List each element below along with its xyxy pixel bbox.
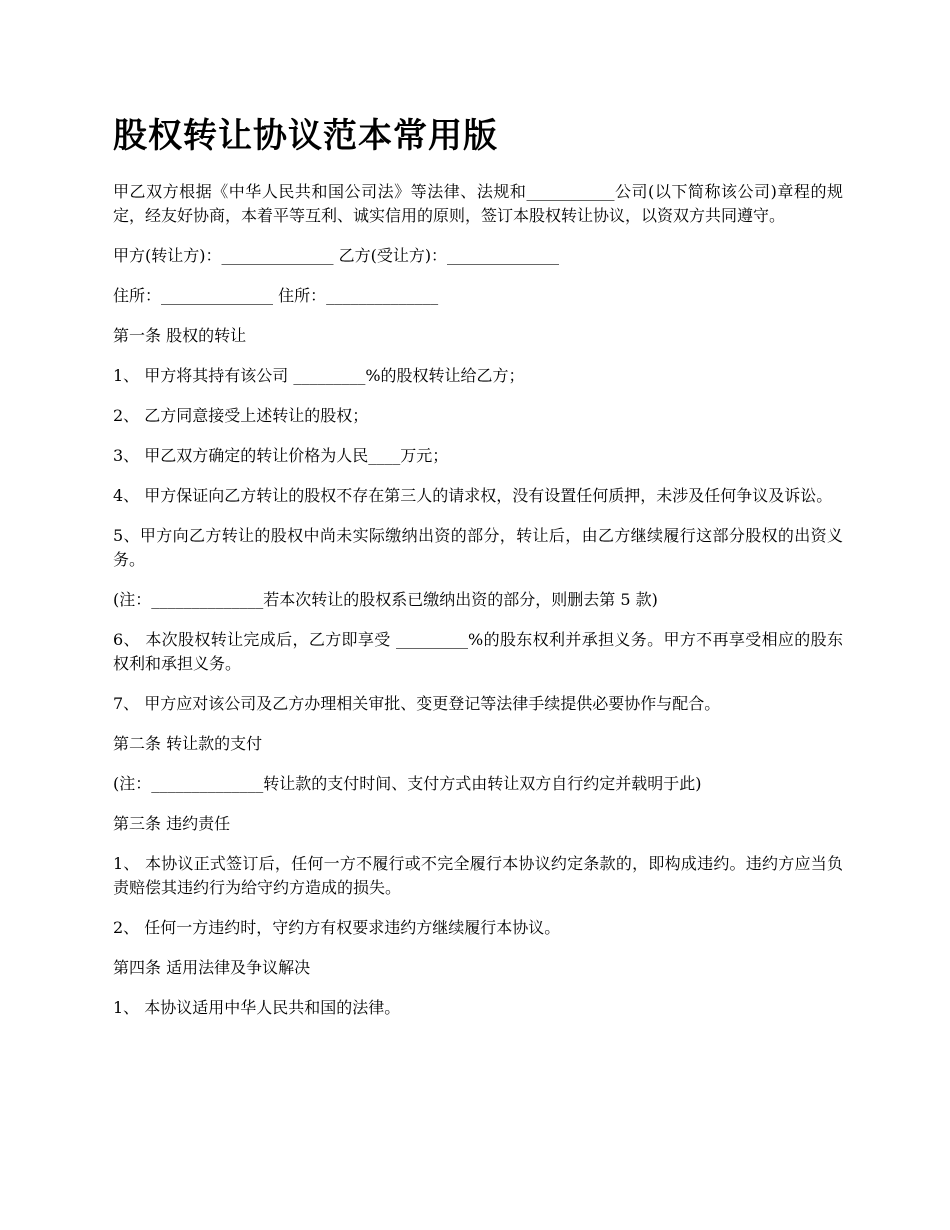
document-page [113, 112, 843, 1036]
article-2-heading: 第二条 转让款的支付 [113, 734, 263, 753]
article-1-clause-4: 4、 甲方保证向乙方转让的股权不存在第三人的请求权，没有设置任何质押，未涉及任何争议及诉讼。 [113, 486, 833, 505]
document-title: 股权转让协议范本常用版 [113, 116, 498, 156]
article-3-heading: 第三条 违约责任 [113, 814, 231, 833]
article-1-clause-2: 2、 乙方同意接受上述转让的股权； [113, 406, 369, 425]
article-4-clause-1: 1、 本协议适用中华人民共和国的法律。 [113, 998, 401, 1017]
article-1-heading: 第一条 股权的转让 [113, 326, 247, 345]
article-1-clause-6: 6、 本次股权转让完成后，乙方即享受 _________%的股东权利并承担义务。甲方不再享受相应的股东权利和承担义务。 [113, 630, 843, 673]
article-1-clause-3: 3、 甲乙双方确定的转让价格为人民____万元； [113, 446, 449, 465]
article-2-note: (注：______________转让款的支付时间、支付方式由转让双方自行约定并载明于此) [113, 774, 702, 793]
article-4-heading: 第四条 适用法律及争议解决 [113, 958, 311, 977]
article-1-clause-1: 1、 甲方将其持有该公司 _________%的股权转让给乙方； [113, 366, 525, 385]
article-1-note: (注：______________若本次转让的股权系已缴纳出资的部分，则删去第 5 款) [113, 590, 658, 609]
article-1-clause-7: 7、 甲方应对该公司及乙方办理相关审批、变更登记等法律手续提供必要协作与配合。 [113, 694, 721, 713]
party-address-line: 住所：______________ 住所：______________ [113, 286, 439, 305]
intro-paragraph: 甲乙双方根据《中华人民共和国公司法》等法律、法规和___________公司(以下简称该公司)章程的规定，经友好协商，本着平等互利、诚实信用的原则，签订本股权转让协议，以资双方共同遵守。 [113, 182, 843, 225]
article-3-clause-1: 1、 本协议正式签订后，任何一方不履行或不完全履行本协议约定条款的，即构成违约。违约方应当负责赔偿其违约行为给守约方造成的损失。 [113, 854, 843, 897]
article-3-clause-2: 2、 任何一方违约时，守约方有权要求违约方继续履行本协议。 [113, 918, 561, 937]
article-1-clause-5: 5、甲方向乙方转让的股权中尚未实际缴纳出资的部分，转让后，由乙方继续履行这部分股权的出资义务。 [113, 526, 843, 569]
party-names-line: 甲方(转让方)：______________ 乙方(受让方)：______________ [113, 246, 560, 265]
